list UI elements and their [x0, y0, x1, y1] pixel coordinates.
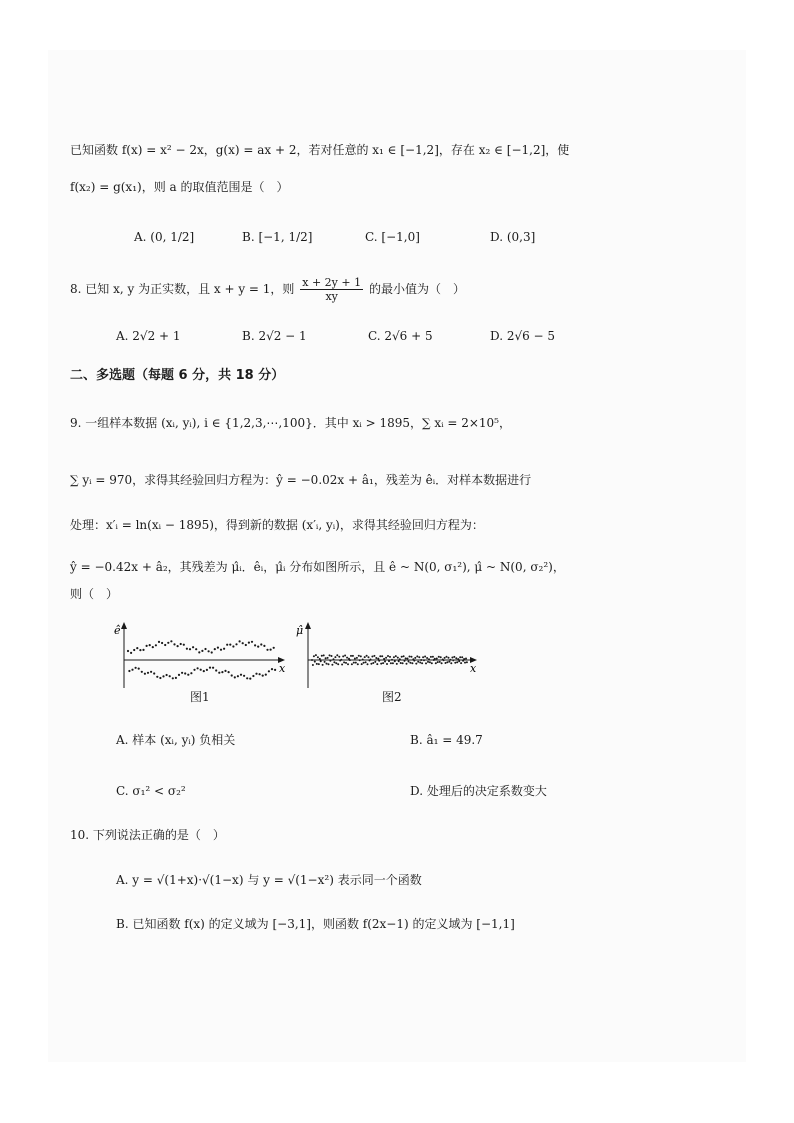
fig1-point [128, 670, 130, 672]
fig1-point [127, 650, 129, 652]
q8-option-a[interactable]: A. 2√2 + 1 [116, 329, 181, 343]
fig1-point [223, 648, 225, 650]
fig2-point [329, 654, 331, 656]
fig2-point [343, 661, 345, 663]
fig1-point [229, 644, 231, 646]
fig1-point [243, 675, 245, 677]
fig1-point [187, 674, 189, 676]
fig2-point [382, 662, 384, 664]
fig2-point [424, 656, 426, 658]
exam-page [48, 50, 746, 1062]
fig2-point [392, 662, 394, 664]
section-heading-multiple-choice: 二、多选题（每题 6 分，共 18 分） [70, 368, 285, 383]
q9-option-d[interactable]: D. 处理后的决定系数变大 [410, 784, 547, 798]
fig2-point [394, 660, 396, 662]
q7-option-b[interactable]: B. [−1, 1/2] [242, 230, 313, 244]
fig2-point [377, 658, 379, 660]
fig1-point [235, 643, 237, 645]
fig2-point [429, 661, 431, 663]
q8-fraction [300, 276, 363, 303]
fig1-point [209, 667, 211, 669]
fig2-point [435, 662, 437, 664]
fig2-point [450, 662, 452, 664]
fig2-point [446, 661, 448, 663]
fig1-point [172, 677, 174, 679]
fig1-point [208, 650, 210, 652]
fig1-point [150, 671, 152, 673]
fig2-point [419, 662, 421, 664]
fig1-point [146, 645, 148, 647]
fig2-point [415, 663, 417, 665]
fig2-point [337, 663, 339, 665]
fig2-point [390, 662, 392, 664]
fig2-point [466, 661, 468, 663]
fig2-point [465, 658, 467, 660]
fig2-point [414, 657, 416, 659]
fig2-point [418, 656, 420, 658]
fig1-point [245, 644, 247, 646]
fig2-point [425, 662, 427, 664]
fig1-point [273, 647, 275, 649]
fig2-point [352, 655, 354, 657]
fig2-point [320, 660, 322, 662]
fig1-point [161, 642, 163, 644]
fig2-point [388, 660, 390, 662]
fig1-point [198, 651, 200, 653]
fig2-point [404, 660, 406, 662]
fig2-point [380, 663, 382, 665]
fig2-point [331, 664, 333, 666]
fig1-point [183, 644, 185, 646]
fig2-point [431, 662, 433, 664]
fig2-point [427, 661, 429, 663]
fig2-point [328, 663, 330, 665]
fig1-point [164, 644, 166, 646]
fig1-point [212, 667, 214, 669]
fig1-point [144, 673, 146, 675]
fig2-point [381, 655, 383, 657]
fig2-point [439, 661, 441, 663]
fig2-point [376, 663, 378, 665]
fig1-point [204, 648, 206, 650]
fig2-point [353, 662, 355, 664]
fig1-x-label: x [279, 662, 286, 675]
fig1-point [201, 650, 203, 652]
fig1-point [156, 676, 158, 678]
fig1-point [170, 640, 172, 642]
fig2-point [373, 655, 375, 657]
fig1-point [265, 674, 267, 676]
fig1-point [184, 672, 186, 674]
fig2-point [350, 655, 352, 657]
fig1-point [193, 669, 195, 671]
fig1-point [189, 648, 191, 650]
fig2-x-label: x [470, 662, 477, 675]
fig2-point [462, 660, 464, 662]
fig2-point [319, 658, 321, 660]
fig2-point [341, 664, 343, 666]
fig2-point [364, 656, 366, 658]
fig2-point [338, 656, 340, 658]
fig1-point [246, 677, 248, 679]
fig2-point [374, 661, 376, 663]
fig2-point [416, 655, 418, 657]
fig1-point [175, 677, 177, 679]
fig2-point [421, 662, 423, 664]
fig2-point [340, 659, 342, 661]
fig1-point [142, 649, 144, 651]
fig2-point [314, 661, 316, 663]
fig2-point [452, 659, 454, 661]
fig1-point [162, 675, 164, 677]
fig2-point [463, 658, 465, 660]
fig1-point [228, 671, 230, 673]
fig1-y-arrow-icon [121, 622, 127, 629]
fig2-point [448, 657, 450, 659]
fig2-point [458, 660, 460, 662]
fig2-point [318, 663, 320, 665]
fig1-point [252, 675, 254, 677]
fig2-point [321, 655, 323, 657]
fig2-point [389, 656, 391, 658]
fig1-point [249, 678, 251, 680]
fig2-point [393, 656, 395, 658]
fig1-point [139, 649, 141, 651]
fig1-point [242, 642, 244, 644]
fig1-point [167, 642, 169, 644]
fig1-y-label: ê [114, 624, 121, 637]
fig2-point [370, 663, 372, 665]
q9-option-b[interactable]: B. â₁ = 49.7 [410, 733, 483, 747]
fig1-point [231, 674, 233, 676]
fig2-point [333, 661, 335, 663]
fig2-point [441, 662, 443, 664]
fig2-point [312, 664, 314, 666]
fig1-point [218, 672, 220, 674]
fig2-point [368, 656, 370, 658]
fig2-point [342, 655, 344, 657]
fig2-point [411, 662, 413, 664]
fig2-point [326, 663, 328, 665]
fig2-point [356, 657, 358, 659]
fig2-point [311, 659, 313, 661]
q9-stem-line3: 处理：x′ᵢ = ln(xᵢ − 1895)，得到新的数据 (x′ᵢ, yᵢ)，求得其经验回归方程为： [70, 518, 484, 532]
fig1-point [186, 648, 188, 650]
fig2-point [413, 660, 415, 662]
fig2-point [335, 662, 337, 664]
fig2-point [351, 663, 353, 665]
q10-stem: 10. 下列说法正确的是（ ） [70, 828, 225, 842]
fig2-point [391, 659, 393, 661]
fig2-point [460, 662, 462, 664]
fig2-point [347, 663, 349, 665]
fig2-point [315, 654, 317, 656]
fig2-point [423, 659, 425, 661]
fig2-point [453, 656, 455, 658]
fig2-point [358, 655, 360, 657]
fig2-point [456, 661, 458, 663]
fig1-point [232, 645, 234, 647]
q7-stem-line2: f(x₂) = g(x₁)，则 a 的取值范围是（ ） [70, 180, 289, 194]
fig1-point [215, 669, 217, 671]
fig2-point [420, 659, 422, 661]
q9-option-a[interactable]: A. 样本 (xᵢ, yᵢ) 负相关 [116, 733, 236, 747]
fig2-point [457, 658, 459, 660]
fig2-point [422, 656, 424, 658]
fig1-point [138, 668, 140, 670]
fig2-point [387, 655, 389, 657]
fig2-point [398, 660, 400, 662]
fig2-point [334, 656, 336, 658]
fig1-point [271, 668, 273, 670]
fig2-point [403, 655, 405, 657]
fig2-point [317, 656, 319, 658]
fig1-point [136, 647, 138, 649]
q7-option-a[interactable]: A. (0, 1/2] [134, 230, 195, 244]
fig2-point [459, 656, 461, 658]
fig2-point [361, 663, 363, 665]
fig1-point [270, 649, 272, 651]
fig2-point [426, 657, 428, 659]
fig2-point [428, 658, 430, 660]
fig1-point [166, 674, 168, 676]
fig1-point [206, 669, 208, 671]
fig2-point [399, 658, 401, 660]
fig1-point [254, 644, 256, 646]
fig2-point [323, 654, 325, 656]
fig2-point [432, 656, 434, 658]
fig2-point [434, 658, 436, 660]
fig1-point [266, 649, 268, 651]
q9-stem-line5: 则（ ） [70, 587, 119, 601]
fig2-point [327, 657, 329, 659]
fig2-point [401, 656, 403, 658]
q8-option-b[interactable]: B. 2√2 − 1 [242, 329, 307, 343]
fig1-point [239, 640, 241, 642]
fig1-point [217, 647, 219, 649]
q8-stem-pre: 8. 已知 x, y 为正实数，且 x + y = 1，则 [70, 282, 295, 296]
fig2-y-arrow-icon [305, 622, 311, 629]
fig2-point [400, 662, 402, 664]
q9-option-c[interactable]: C. σ₁² < σ₂² [116, 784, 186, 798]
fig1-point [177, 645, 179, 647]
fig1-point [155, 644, 157, 646]
fig1-point [158, 641, 160, 643]
fig1-point [268, 670, 270, 672]
fig2-point [406, 663, 408, 665]
fig2-point [449, 659, 451, 661]
fig2-point [454, 662, 456, 664]
fig1-point [200, 669, 202, 671]
fig2-point [386, 663, 388, 665]
fig2-point [378, 660, 380, 662]
fig2-point [405, 657, 407, 659]
q8-stem [70, 276, 465, 303]
figure-1-caption: 图1 [190, 690, 210, 704]
q7-stem-line1: 已知函数 f(x) = x² − 2x，g(x) = ax + 2，若对任意的 x₁ ∈ [−1,2]，存在 x₂ ∈ [−1,2]，使 [70, 143, 570, 157]
fig2-point [362, 659, 364, 661]
fig1-point [240, 674, 242, 676]
fig2-point [355, 662, 357, 664]
fig2-point [396, 663, 398, 665]
fig1-point [260, 643, 262, 645]
fig2-point [455, 657, 457, 659]
fig2-point [371, 656, 373, 658]
fig1-point [178, 674, 180, 676]
fig2-point [324, 661, 326, 663]
fig1-point [274, 669, 276, 671]
fig2-point [313, 655, 315, 657]
fig2-point [443, 659, 445, 661]
fig1-point [130, 652, 132, 654]
fig2-point [461, 656, 463, 658]
fig1-point [135, 667, 137, 669]
fig2-point [395, 655, 397, 657]
q10-option-b[interactable]: B. 已知函数 f(x) 的定义域为 [−3,1]，则函数 f(2x−1) 的定义域为 [−1,1] [116, 917, 515, 931]
fig2-point [408, 661, 410, 663]
fig2-point [417, 661, 419, 663]
fig2-point [464, 662, 466, 664]
q8-option-d[interactable]: D. 2√6 − 5 [490, 329, 556, 343]
fig1-point [147, 672, 149, 674]
fig2-point [409, 662, 411, 664]
fig1-point [234, 676, 236, 678]
q8-fraction-denominator: xy [325, 290, 338, 303]
figure-2-residual-plot [294, 620, 484, 690]
fig1-point [263, 645, 265, 647]
fig1-point [224, 670, 226, 672]
fig2-y-label: μ̂ [296, 624, 304, 637]
fig2-point [379, 655, 381, 657]
fig1-point [203, 670, 205, 672]
fig1-point [221, 671, 223, 673]
fig2-point [444, 657, 446, 659]
fig2-point [411, 656, 413, 658]
fig2-point [397, 657, 399, 659]
fig2-point [448, 661, 450, 663]
fig1-point [237, 675, 239, 677]
fig2-point [329, 660, 331, 662]
q9-stem-line4: ŷ = −0.42x + â₂，其残差为 μ̂ᵢ．êᵢ，μ̂ᵢ 分布如图所示，且 ê ~ N(0, σ₁²), μ̂ ~ N(0, σ₂²)， [70, 560, 565, 574]
fig2-point [370, 659, 372, 661]
fig2-point [385, 657, 387, 659]
fig2-point [367, 663, 369, 665]
fig2-point [354, 658, 356, 660]
fig2-point [325, 657, 327, 659]
q9-stem-line1: 9. 一组样本数据 (xᵢ, yᵢ), i ∈ {1,2,3,⋯,100}．其中 xᵢ > 1895，∑ xᵢ = 2×10⁵， [70, 416, 511, 430]
fig2-point [345, 662, 347, 664]
fig2-point [384, 661, 386, 663]
fig1-point [214, 648, 216, 650]
fig2-point [331, 655, 333, 657]
fig2-point [336, 654, 338, 656]
fig2-point [344, 655, 346, 657]
fig1-point [181, 672, 183, 674]
q10-option-a[interactable]: A. y = √(1+x)·√(1−x) 与 y = √(1−x²) 表示同一个函数 [116, 873, 422, 887]
fig1-point [255, 673, 257, 675]
fig2-point [383, 658, 385, 660]
fig1-point [226, 644, 228, 646]
fig2-point [363, 662, 365, 664]
fig1-point [173, 643, 175, 645]
fig2-point [360, 655, 362, 657]
fig2-point [409, 656, 411, 658]
fig2-point [402, 662, 404, 664]
fig1-point [262, 675, 264, 677]
fig1-point [180, 643, 182, 645]
fig2-point [407, 658, 409, 660]
fig2-point [440, 656, 442, 658]
fig2-point [346, 657, 348, 659]
fig1-point [169, 675, 171, 677]
fig1-point [257, 646, 259, 648]
figure-2-caption: 图2 [382, 690, 402, 704]
fig2-point [372, 662, 374, 664]
fig2-point [316, 663, 318, 665]
q8-fraction-numerator: x + 2y + 1 [302, 276, 362, 289]
fig1-point [251, 641, 253, 643]
fig1-point [133, 649, 135, 651]
fig2-point [322, 664, 324, 666]
fig2-point [436, 658, 438, 660]
fig1-point [195, 648, 197, 650]
fig2-point [437, 661, 439, 663]
fig1-point [159, 677, 161, 679]
fig2-point [333, 658, 335, 660]
q7-option-c[interactable]: C. [−1,0] [365, 230, 420, 244]
fig2-point [438, 656, 440, 658]
fig2-point [349, 659, 351, 661]
fig1-point [220, 649, 222, 651]
fig2-point [366, 655, 368, 657]
fig1-point [197, 667, 199, 669]
q9-stem-line2: ∑ yᵢ = 970，求得其经验回归方程为：ŷ = −0.02x + â₁，残差为 êᵢ．对样本数据进行 [70, 473, 532, 487]
fig2-point [430, 656, 432, 658]
fig2-point [359, 659, 361, 661]
q7-option-d[interactable]: D. (0,3] [490, 230, 536, 244]
fig1-point [152, 646, 154, 648]
fig2-point [357, 663, 359, 665]
fig2-point [446, 656, 448, 658]
fig1-point [131, 669, 133, 671]
fig1-point [259, 673, 261, 675]
fig1-point [141, 671, 143, 673]
q8-stem-post: 的最小值为（ ） [368, 282, 465, 296]
figure-1-residual-plot [110, 620, 290, 690]
fig1-point [211, 651, 213, 653]
fig1-point [248, 642, 250, 644]
fig2-point [445, 662, 447, 664]
fig1-point [192, 646, 194, 648]
fig2-point [365, 661, 367, 663]
fig1-point [153, 672, 155, 674]
fig2-point [375, 657, 377, 659]
q8-option-c[interactable]: C. 2√6 + 5 [368, 329, 433, 343]
fig1-point [190, 672, 192, 674]
fig1-point [149, 644, 151, 646]
fig2-point [451, 657, 453, 659]
